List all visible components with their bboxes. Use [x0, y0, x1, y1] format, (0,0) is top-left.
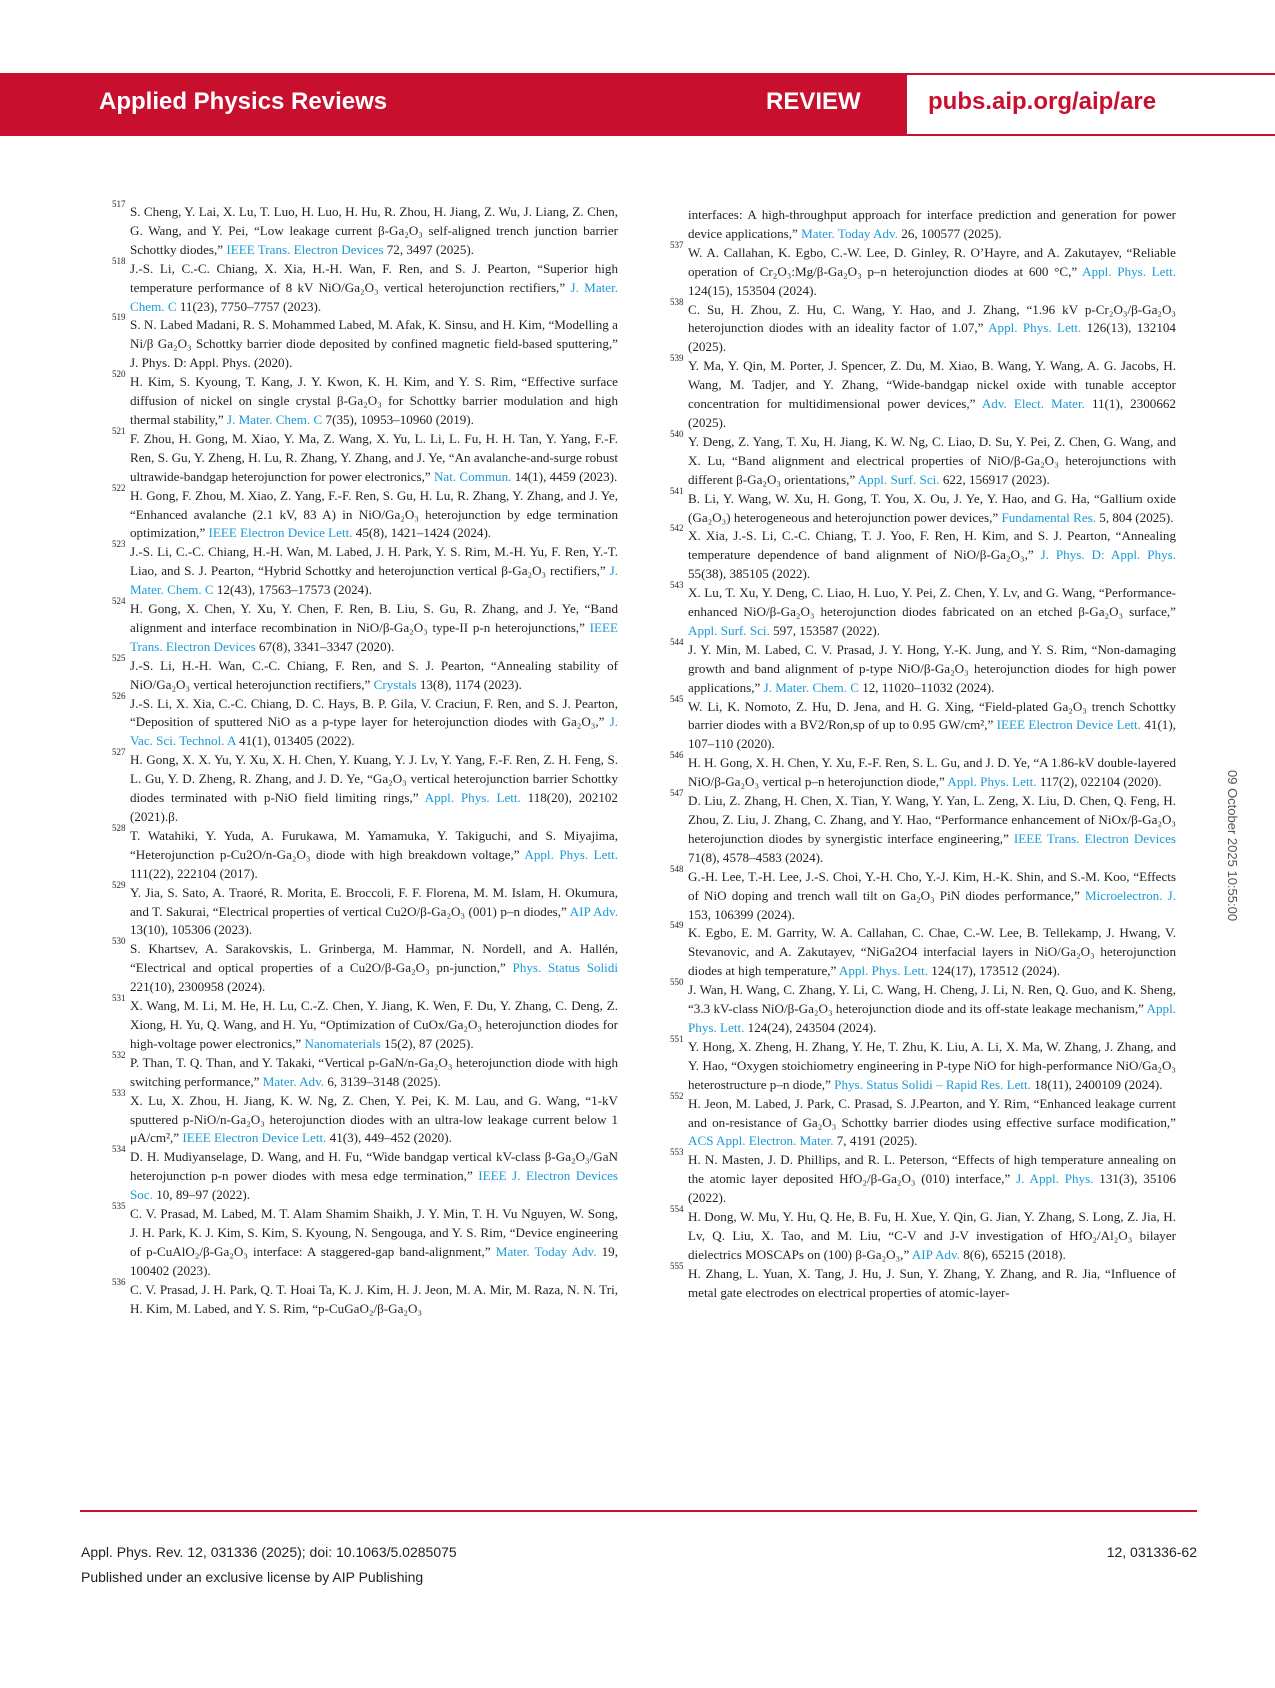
reference-journal-link[interactable]: J. Mater. Chem. C [763, 679, 859, 695]
reference-number: 534 [112, 1144, 126, 1155]
reference-text: K. Egbo, E. M. Garrity, W. A. Callahan, C. Chae, C.-W. Lee, B. Tellekamp, J. Hwang, V. Stevanovic, and A. Zakutayev, “NiGa2O4 interfacial layers in NiO/Ga₂O₃ heterojunction diodes at high temperature,” [688, 925, 1176, 979]
reference-item [670, 1147, 1177, 1208]
reference-text: D. Liu, Z. Zhang, H. Chen, X. Tian, Y. Wang, Y. Yan, L. Zeng, X. Liu, D. Chen, Q. Feng, H. Zhou, Z. Liu, J. Zhang, C. Zhang, and Y. Hao, “Performance enhancement of NiOx/β-Ga₂O₃ heterojunction diodes by synergistic interface engineering,” [688, 793, 1176, 846]
reference-text: X. Xia, J.-S. Li, C.-C. Chiang, T. J. Yoo, F. Ren, H. Kim, and S. J. Pearton, “Annealing temperature dependence of band alignment of NiO/β-Ga₂O₃,” [688, 528, 1176, 563]
reference-item [670, 580, 1176, 641]
reference-volume: 12(43), 17563–17573 (2024). [213, 582, 372, 598]
reference-text: J.-S. Li, C.-C. Chiang, H.-H. Wan, M. Labed, J. H. Park, Y. S. Rim, M.-H. Yu, F. Ren, Y.-T. Liao, and S. J. Pearton, “Hybrid Schottky and heterojunction vertical β-Ga₂O₃ rectifiers,” [130, 544, 618, 579]
reference-journal-link[interactable]: Nat. Commun. [433, 468, 512, 484]
reference-item [112, 482, 618, 544]
reference-journal-link[interactable]: J. Vac. Sci. Technol. A [130, 714, 618, 749]
reference-text: P. Than, T. Q. Than, and Y. Takaki, “Vertical p-GaN/n-Ga₂O₃ heterojunction diode with high switching performance,” [130, 1054, 618, 1089]
reference-volume: 124(17), 173512 (2024). [928, 963, 1061, 979]
reference-item [670, 523, 1176, 584]
reference-journal-link[interactable]: Appl. Phys. Lett. [947, 774, 1037, 790]
reference-volume: 45(8), 1421–1424 (2024). [352, 525, 492, 541]
reference-item [670, 353, 1176, 433]
reference-volume: 19, 100402 (2023). [130, 1243, 619, 1278]
reference-item [670, 1204, 1176, 1265]
reference-number: 528 [112, 822, 126, 833]
reference-text: J.-S. Li, X. Xia, C.-C. Chiang, D. C. Hays, B. P. Gila, V. Craciun, F. Ren, and S. J. Pearton, “Deposition of sputtered NiO as a p-type layer for heterojunction diodes with Ga₂O₃,” [130, 695, 618, 730]
reference-journal-link[interactable]: IEEE Electron Device Lett. [208, 525, 353, 541]
reference-number: 548 [670, 863, 684, 874]
reference-text: D. H. Mudiyanselage, D. Wang, and H. Fu, “Wide bandgap vertical kV-class β-Ga₂O₃/GaN heterojunction p-n power diodes with mesa edge termination,” [130, 1149, 618, 1184]
reference-journal-link[interactable]: J. Phys. D: Appl. Phys. [1040, 547, 1176, 563]
reference-text: C. V. Prasad, M. Labed, M. T. Alam Shamim Shaikh, J. Y. Min, T. H. Vu Nguyen, W. Song, J. H. Park, K. J. Kim, S. Kim, S. Kyoung, N. Sengouga, and Y. S. Rim, “Device engineering of p-CuAlO₂/β-Ga₂O₃ interface: A staggered-gap band-alignment,” [130, 1206, 618, 1259]
reference-item [112, 1201, 619, 1281]
reference-volume: 71(8), 4578–4583 (2024). [688, 849, 824, 865]
reference-volume: 55(38), 385105 (2022). [688, 566, 811, 582]
reference-item [112, 539, 618, 600]
reference-item [112, 369, 618, 430]
reference-number: 542 [670, 523, 684, 534]
reference-item [670, 1090, 1176, 1152]
reference-item [112, 1276, 618, 1319]
reference-item [112, 1087, 618, 1149]
reference-item [670, 1260, 1176, 1303]
reference-volume: 26, 100577 (2025). [898, 225, 1002, 241]
reference-journal-link[interactable]: AIP Adv. [911, 1246, 960, 1262]
reference-volume: 13(10), 105306 (2023). [130, 922, 253, 938]
section-label: REVIEW [766, 88, 861, 115]
reference-text: B. Li, Y. Wang, W. Xu, H. Gong, T. You, X. Ou, J. Ye, Y. Hao, and G. Ha, “Gallium oxide (Ga₂O₃) heterogeneous and heterojunction power devices,” [688, 490, 1176, 525]
reference-number: 519 [112, 312, 126, 323]
reference-item [112, 993, 618, 1054]
reference-journal-link[interactable]: Appl. Surf. Sci. [857, 471, 940, 487]
reference-item [112, 879, 618, 941]
reference-volume: 11(23), 7750–7757 (2023). [176, 298, 322, 314]
reference-volume: 7, 4191 (2025). [833, 1133, 918, 1149]
reference-volume: 8(6), 65215 (2018). [959, 1246, 1066, 1262]
reference-item [670, 920, 1176, 981]
reference-volume: 67(8), 3341–3347 (2020). [255, 638, 395, 654]
reference-journal-link[interactable]: J. Mater. Chem. C [130, 563, 618, 598]
reference-number: 525 [112, 652, 126, 663]
reference-journal-link[interactable]: Appl. Phys. Lett. [838, 963, 929, 979]
reference-journal-link[interactable]: J. Mater. Chem. C [130, 279, 618, 314]
reference-volume: 10, 89–97 (2022). [152, 1187, 251, 1203]
reference-journal-link[interactable]: IEEE Trans. Electron Devices [130, 619, 618, 654]
reference-volume: 41(3), 449–452 (2020). [326, 1130, 452, 1146]
reference-item [670, 636, 1176, 698]
reference-text: W. Li, K. Nomoto, Z. Hu, D. Jena, and H. G. Xing, “Field-plated Ga₂O₃ trench Schottky barrier diodes with a BV2/Ron,sp of up to 0.95 GW/cm²,” [688, 698, 1176, 733]
reference-volume: 6, 3139–3148 (2025). [324, 1073, 441, 1089]
reference-journal-link[interactable]: J. Mater. Chem. C [226, 411, 323, 427]
reference-text: H. H. Gong, X. H. Chen, Y. Xu, F.-F. Ren, S. L. Gu, and J. D. Ye, “A 1.86-kV double-layered NiO/β-Ga₂O₃ vertical p–n heterojunction diode,” [688, 755, 1176, 790]
reference-number: 522 [112, 482, 126, 493]
reference-text: C. Su, H. Zhou, Z. Hu, C. Wang, Y. Hao, and J. Zhang, “1.96 kV p-Cr₂O₃/β-Ga₂O₃ heterojunction diodes with an ideality factor of 1.07,” [688, 301, 1176, 336]
reference-number: 517 [112, 199, 126, 209]
reference-volume: 41(1), 013405 (2022). [235, 733, 355, 749]
reference-volume: 124(24), 243504 (2024). [744, 1019, 877, 1035]
reference-volume: 14(1), 4459 (2023). [511, 468, 618, 484]
reference-item [676, 206, 1176, 244]
reference-number: 535 [112, 1201, 126, 1212]
reference-text: X. Lu, X. Zhou, H. Jiang, K. W. Ng, Z. Chen, Y. Pei, K. M. Lau, and G. Wang, “1-kV sputtered p-NiO/n-Ga₂O₃ heterojunction diodes with an ultra-low leakage current below 1 μA/cm²,” [130, 1092, 618, 1146]
reference-journal-link[interactable]: Phys. Status Solidi [512, 960, 619, 976]
reference-journal-link[interactable]: Mater. Today Adv. [801, 225, 898, 241]
reference-journal-link[interactable]: Crystals [373, 676, 417, 692]
reference-journal-link[interactable]: Mater. Adv. [262, 1073, 325, 1089]
reference-item [112, 596, 618, 657]
reference-journal-link[interactable]: Phys. Status Solidi – Rapid Res. Lett. [834, 1076, 1031, 1092]
reference-item [112, 255, 618, 317]
reference-journal-link[interactable]: Appl. Phys. Lett. [524, 846, 618, 862]
reference-journal-link[interactable]: Appl. Phys. Lett. [688, 1001, 1176, 1035]
right-column [670, 206, 1177, 1303]
reference-text: Y. Ma, Y. Qin, M. Porter, J. Spencer, Z. Du, M. Xiao, B. Wang, Y. Wang, A. G. Jacobs, H. Wang, M. Tadjer, and Y. Zhang, “Wide-bandgap nickel oxide with tunable acceptor concentration for multidimensional power devices,” [688, 358, 1176, 412]
reference-number: 532 [112, 1049, 126, 1060]
reference-number: 526 [112, 690, 126, 701]
reference-journal-link[interactable]: IEEE Trans. Electron Devices [1013, 830, 1176, 846]
reference-text: X. Wang, M. Li, M. He, H. Lu, C.-Z. Chen, Y. Jiang, K. Wen, F. Du, Y. Zhang, C. Deng, Z. Xiong, H. Yu, Q. Wang, and H. Yu, “Optimization of CuOx/Ga₂O₃ heterojunction diodes for high-voltage power electronics,” [130, 998, 618, 1051]
reference-text: S. Khartsev, A. Sarakovskis, L. Grinberga, M. Hammar, N. Nordell, and A. Hallén, “Electrical and optical properties of a Cu2O/β-Ga₂O₃ pn-junction,” [130, 941, 618, 976]
reference-text: Y. Hong, X. Zheng, H. Zhang, Y. He, T. Zhu, K. Liu, A. Li, X. Ma, W. Zhang, J. Zhang, and Y. Hao, “Oxygen stoichiometry engineering in P-type NiO for high-performance NiO/Ga₂O₃ heterostructure p–n diode,” [688, 1038, 1176, 1092]
reference-text: X. Lu, T. Xu, Y. Deng, C. Liao, H. Luo, Y. Pei, Z. Chen, Y. Lv, and G. Wang, “Performance-enhanced NiO/β-Ga₂O₃ heterojunction diodes fabricated on an etched β-Ga₂O₃ surface,” [688, 585, 1176, 620]
reference-text: H. Kim, S. Kyoung, T. Kang, J. Y. Kwon, K. H. Kim, and Y. S. Rim, “Effective surface diffusion of nickel on single crystal β-Ga₂O₃ for Schottky barrier modulation and high thermal stability,” [130, 374, 618, 427]
reference-number: 555 [670, 1260, 684, 1271]
reference-journal-link[interactable]: Mater. Today Adv. [495, 1243, 597, 1259]
reference-volume: 124(15), 153504 (2024). [688, 282, 817, 298]
reference-item [670, 239, 1176, 301]
reference-item [112, 1049, 618, 1092]
reference-journal-link[interactable]: IEEE J. Electron Devices Soc. [130, 1168, 618, 1203]
reference-volume: 117(2), 022104 (2020). [1036, 774, 1162, 790]
reference-number: 539 [670, 353, 684, 364]
reference-text: Y. Deng, Z. Yang, T. Xu, H. Jiang, K. W. Ng, C. Liao, D. Su, Y. Pei, Z. Chen, G. Wang, and X. Lu, “Band alignment and electrical properties of NiO/β-Ga₂O₃ heterojunctions with different β-Ga₂O₃ orientations,” [688, 433, 1176, 487]
reference-text: J.-S. Li, C.-C. Chiang, X. Xia, H.-H. Wan, F. Ren, and S. J. Pearton, “Superior high temperature performance of 8 kV NiO/Ga₂O₃ vertical heterojunction rectifiers,” [130, 260, 618, 295]
left-column [112, 199, 619, 1318]
reference-number: 536 [112, 1276, 126, 1287]
reference-journal-link[interactable]: ACS Appl. Electron. Mater. [688, 1133, 834, 1149]
reference-item [670, 863, 1176, 925]
reference-number: 518 [112, 255, 126, 266]
footer-citation: Appl. Phys. Rev. 12, 031336 (2025); doi: 10.1063/5.0285075 [81, 1544, 457, 1560]
reference-item [112, 690, 618, 752]
reference-item [112, 199, 618, 260]
reference-number: 551 [670, 1033, 684, 1044]
reference-volume: 11(1), 2300662 (2025). [688, 396, 1176, 430]
reference-text: T. Watahiki, Y. Yuda, A. Furukawa, M. Yamamuka, Y. Takiguchi, and S. Miyajima, “Heterojunction p-Cu2O/n-Ga₂O₃ diode with high breakdown voltage,” [130, 827, 618, 862]
reference-volume: 41(1), 107–110 (2020). [688, 717, 1176, 752]
reference-item [670, 296, 1176, 358]
reference-number: 531 [112, 993, 126, 1004]
reference-number: 549 [670, 920, 684, 931]
reference-volume: 622, 156917 (2023). [939, 471, 1050, 487]
reference-number: 550 [670, 977, 684, 988]
reference-number: 537 [670, 239, 684, 250]
reference-number: 533 [112, 1087, 126, 1098]
reference-item [112, 822, 618, 884]
reference-number: 552 [670, 1090, 684, 1101]
reference-journal-link[interactable]: IEEE Trans. Electron Devices [226, 241, 384, 257]
reference-journal-link[interactable]: J. Appl. Phys. [1016, 1171, 1094, 1187]
page-number: 12, 031336-62 [1106, 1544, 1197, 1560]
reference-number: 540 [670, 428, 684, 439]
reference-number: 529 [112, 879, 126, 890]
reference-number: 547 [670, 788, 684, 799]
reference-journal-link[interactable]: Nanomaterials [304, 1035, 381, 1051]
reference-text: H. Gong, F. Zhou, M. Xiao, Z. Yang, F.-F. Ren, S. Gu, H. Lu, R. Zhang, Y. Zhang, and J. Ye, “Enhanced avalanche (2.1 kV, 83 A) in NiO/Ga₂O₃ heterojunction by edge termination optimization,” [130, 487, 618, 541]
reference-text: C. V. Prasad, J. H. Park, Q. T. Hoai Ta, K. J. Kim, H. J. Jeon, M. A. Mir, M. Raza, N. N. Tri, H. Kim, M. Labed, and Y. S. Rim, “p-CuGaO₂/β-Ga₂O₃ [130, 1281, 618, 1316]
reference-text: H. Zhang, L. Yuan, X. Tang, J. Hu, J. Sun, Y. Zhang, Y. Zhang, and R. Jia, “Influence of metal gate electrodes on electrical properties of atomic-layer- [688, 1265, 1176, 1300]
reference-volume: 18(11), 2400109 (2024). [1030, 1076, 1163, 1092]
reference-item [670, 1033, 1176, 1095]
download-timestamp: 09 October 2025 10:55:00 [1225, 770, 1240, 922]
reference-volume: 153, 106399 (2024). [688, 906, 795, 922]
reference-volume: 221(10), 2300958 (2024). [130, 979, 266, 995]
journal-title[interactable]: Applied Physics Reviews [99, 88, 388, 115]
reference-text: H. Gong, X. Chen, Y. Xu, Y. Chen, F. Ren, B. Liu, S. Gu, R. Zhang, and J. Ye, “Band alignment and interface recombination in NiO/β-Ga₂O₃ type-II p-n heterojunctions,” [130, 601, 618, 635]
reference-journal-link[interactable]: Fundamental Res. [1001, 509, 1097, 525]
reference-text: H. Gong, X. X. Yu, Y. Xu, X. H. Chen, Y. Kuang, Y. J. Lv, Y. Yang, F.-F. Ren, Z. H. Feng, S. L. Gu, Y. D. Zheng, R. Zhang, and J. D. Ye, “Ga₂O₃ vertical heterojunction barrier Schottky diodes terminated with p-NiO field limiting rings,” [130, 752, 618, 806]
reference-text: F. Zhou, H. Gong, M. Xiao, Y. Ma, Z. Wang, X. Yu, L. Li, L. Fu, H. H. Tan, Y. Yang, F.-F. Ren, S. Gu, Y. Zheng, H. Lu, R. Zhang, Y. Zhang, and J. Ye, “An avalanche-and-surge robust ultrawide-bandgap heterojunction for power electronics,” [130, 430, 618, 484]
reference-number: 520 [112, 369, 126, 380]
reference-volume: 118(20), 202102 (2021).β. [130, 790, 618, 824]
reference-number: 541 [670, 485, 684, 496]
reference-volume: 7(35), 10953–10960 (2019). [322, 411, 474, 427]
reference-item [670, 693, 1176, 755]
reference-number: 524 [112, 596, 126, 607]
journal-url-link[interactable]: pubs.aip.org/aip/are [928, 88, 1157, 115]
reference-text: H. Jeon, M. Labed, J. Park, C. Prasad, S. J.Pearton, and Y. Rim, “Enhanced leakage current and on-resistance of Ga₂O₃ Schottky barrier diodes using effective surface modification,” [688, 1095, 1176, 1130]
reference-item [112, 312, 618, 373]
reference-item [112, 652, 618, 695]
reference-item [112, 936, 619, 997]
reference-number: 544 [670, 636, 684, 647]
reference-journal-link[interactable]: AIP Adv. [569, 903, 618, 919]
reference-journal-link[interactable]: Appl. Phys. Lett. [424, 790, 521, 806]
reference-journal-link[interactable]: IEEE Electron Device Lett. [996, 717, 1141, 733]
reference-volume: 13(8), 1174 (2023). [416, 676, 522, 692]
reference-item [112, 747, 618, 827]
footer-divider [80, 1510, 1197, 1512]
reference-number: 545 [670, 693, 684, 704]
reference-number: 527 [112, 747, 126, 758]
reference-journal-link[interactable]: Appl. Phys. Lett. [988, 320, 1082, 336]
reference-item [670, 428, 1176, 490]
reference-text: J.-S. Li, H.-H. Wan, C.-C. Chiang, F. Ren, and S. J. Pearton, “Annealing stability of NiO/Ga₂O₃ vertical heterojunction rectifiers,” [130, 657, 618, 692]
reference-volume: 131(3), 35106 (2022). [688, 1171, 1177, 1206]
reference-item [670, 750, 1176, 792]
reference-volume: 12, 11020–11032 (2024). [858, 679, 995, 695]
reference-volume: 597, 153587 (2022). [769, 622, 881, 638]
reference-text: J. Wan, H. Wang, C. Zhang, Y. Li, C. Wang, H. Cheng, J. Li, N. Ren, Q. Guo, and K. Sheng, “3.3 kV-class NiO/β-Ga₂O₃ heterojunction diode and its off-state leakage mechanism,” [688, 982, 1176, 1017]
reference-text: H. N. Masten, J. D. Phillips, and R. L. Peterson, “Effects of high temperature annealing on the atomic layer deposited HfO₂/β-Ga₂O₃ (010) interface,” [688, 1152, 1176, 1187]
reference-number: 546 [670, 750, 684, 761]
reference-text: S. Cheng, Y. Lai, X. Lu, T. Luo, H. Luo, H. Hu, R. Zhou, H. Jiang, Z. Wu, J. Liang, Z. Chen, G. Wang, and Y. Pei, “Low leakage current β-Ga₂O₃ self-aligned trench junction barrier Schottky diodes,” [130, 204, 618, 257]
reference-number: 538 [670, 296, 684, 307]
reference-number: 521 [112, 425, 126, 436]
reference-volume: 111(22), 222104 (2017). [130, 865, 258, 881]
reference-volume: 15(2), 87 (2025). [380, 1035, 474, 1051]
reference-journal-link[interactable]: Appl. Phys. Lett. [1082, 263, 1176, 279]
reference-number: 523 [112, 539, 126, 550]
reference-item [670, 977, 1176, 1038]
reference-volume: 5, 804 (2025). [1096, 509, 1174, 525]
reference-text: W. A. Callahan, K. Egbo, C.-W. Lee, D. Ginley, R. O’Hayre, and A. Zakutayev, “Reliable operation of Cr₂O₃:Mg/β-Ga₂O₃ p–n heterojunction diodes at 600 °C,” [688, 244, 1176, 279]
reference-text: Y. Jia, S. Sato, A. Traoré, R. Morita, E. Broccoli, F. F. Florena, M. M. Islam, H. Okumura, and T. Sakurai, “Electrical properties of vertical Cu2O/β-Ga₂O₃ (001) p–n diodes,” [130, 884, 618, 919]
reference-item [112, 1144, 618, 1205]
reference-item [112, 425, 618, 487]
reference-text: H. Dong, W. Mu, Y. Hu, Q. He, B. Fu, H. Xue, Y. Qin, G. Jian, Y. Zhang, S. Long, Z. Jia, H. Lv, Q. Liu, X. Tao, and M. Liu, “C-V and J-V investigation of HfO₂/Al₂O₃ bilayer dielectrics MOSCAPs on (100) β-Ga₂O₃,” [688, 1209, 1176, 1262]
reference-journal-link[interactable]: IEEE Electron Device Lett. [182, 1130, 327, 1146]
reference-number: 553 [670, 1147, 684, 1158]
reference-item [670, 485, 1176, 528]
reference-volume: 72, 3497 (2025). [383, 241, 475, 257]
reference-text: S. N. Labed Madani, R. S. Mohammed Labed, M. Afak, K. Sinsu, and H. Kim, “Modelling a Ni/β Ga₂O₃ Schottky barrier diode deposited by confined magnetic field-based sputtering,” J. Phys. D: Appl. Phys. (2020). [130, 317, 618, 371]
reference-item [670, 788, 1176, 868]
reference-journal-link[interactable]: Adv. Elect. Mater. [981, 396, 1085, 412]
reference-text: G.-H. Lee, T.-H. Lee, J.-S. Choi, Y.-H. Cho, Y.-J. Kim, H.-K. Shin, and S.-M. Koo, “Effects of NiO doping and trench wall tilt on Ga₂O₃ PiN diodes performance,” [688, 868, 1176, 903]
reference-number: 543 [670, 580, 684, 591]
reference-volume: 126(13), 132104 (2025). [688, 320, 1176, 355]
reference-journal-link[interactable]: Microelectron. J. [1085, 887, 1176, 903]
reference-text: interfaces: A high-throughput approach for interface prediction and generation for power device applications,” [688, 207, 1176, 241]
footer-license: Published under an exclusive license by AIP Publishing [81, 1569, 424, 1585]
reference-number: 554 [670, 1204, 684, 1215]
reference-journal-link[interactable]: Appl. Surf. Sci. [688, 622, 770, 638]
reference-text: J. Y. Min, M. Labed, C. V. Prasad, J. Y. Hong, Y.-K. Jung, and Y. S. Rim, “Non-damaging growth and band alignment of p-type NiO/β-Ga₂O₃ heterojunction diodes for high power applications,” [688, 641, 1176, 695]
reference-number: 530 [112, 936, 126, 947]
